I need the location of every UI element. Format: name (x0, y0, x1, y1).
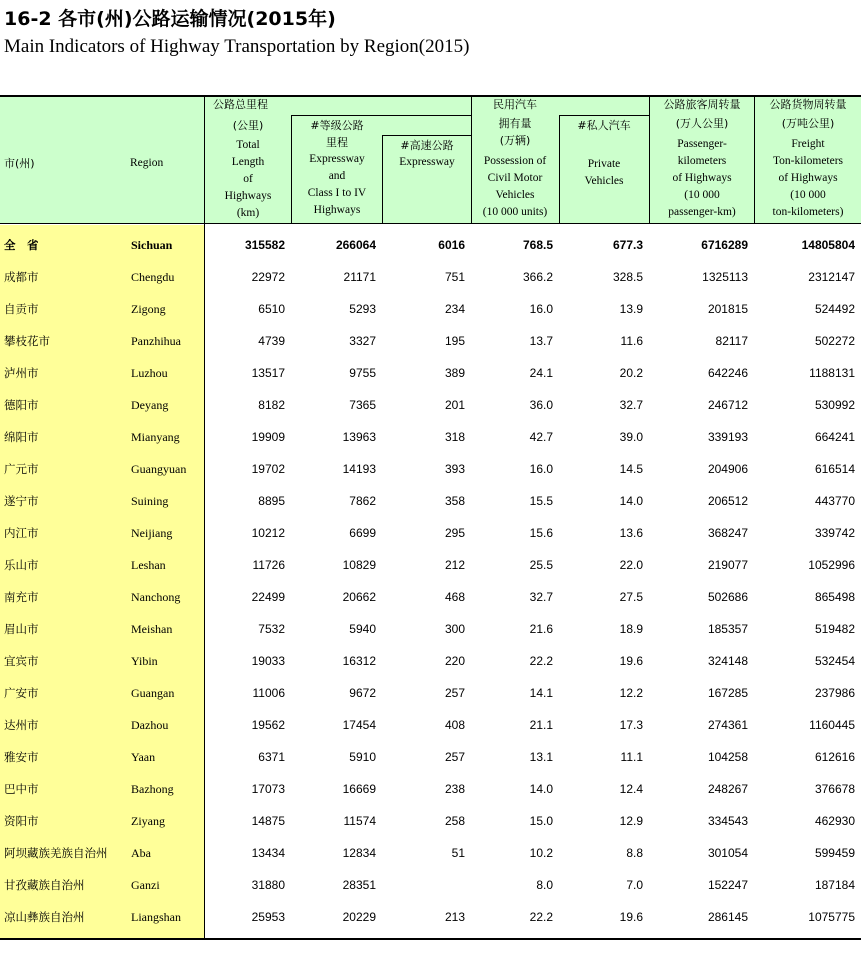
cell-en: Bazhong (131, 782, 174, 796)
cell-vehicles: 22.2 (529, 910, 553, 924)
cell-en: Deyang (131, 398, 169, 412)
cell-zh: 南充市 (4, 590, 39, 604)
page-title-en: Main Indicators of Highway Transportation by Region(2015) (4, 36, 470, 57)
cell-vehicles: 768.5 (522, 238, 553, 252)
cell-graded: 16669 (342, 782, 376, 796)
cell-total: 31880 (251, 878, 285, 892)
cell-graded: 3327 (349, 334, 376, 348)
header-city: 市(州) (4, 157, 35, 170)
cell-freight: 462930 (814, 814, 855, 828)
cell-freight: 1188131 (809, 366, 855, 380)
cell-freight: 1052996 (808, 558, 855, 572)
cell-expressway: 238 (444, 782, 465, 796)
cell-passenger: 6716289 (701, 238, 748, 252)
cell-passenger: 1325113 (702, 270, 748, 284)
header-total-length: Total Length of Highways (km) (224, 139, 272, 219)
table-row (0, 613, 861, 645)
table-row (0, 709, 861, 741)
cell-freight: 612616 (814, 750, 855, 764)
cell-freight: 1075775 (808, 910, 855, 924)
cell-en: Suining (131, 494, 169, 508)
cell-expressway: 408 (444, 718, 465, 732)
cell-passenger: 334543 (707, 814, 748, 828)
cell-total: 7532 (258, 622, 285, 636)
cell-total: 14875 (251, 814, 285, 828)
cell-private: 22.0 (619, 558, 643, 572)
cell-total: 10212 (251, 526, 285, 540)
cell-graded: 21171 (343, 270, 376, 284)
cell-vehicles: 24.1 (529, 366, 553, 380)
cell-private: 39.0 (619, 430, 643, 444)
col-divider (291, 115, 292, 223)
cell-vehicles: 21.6 (529, 622, 553, 636)
col-divider (649, 95, 650, 223)
cell-expressway: 212 (444, 558, 465, 572)
cell-en: Panzhihua (131, 334, 181, 348)
header-graded: #等级公路 里程 Expressway and Class I to IV Highways (307, 119, 367, 216)
cell-zh: 成都市 (4, 270, 39, 284)
cell-en: Nanchong (131, 590, 181, 604)
header-rule-expressway (383, 135, 471, 136)
cell-total: 25953 (251, 910, 285, 924)
cell-passenger: 167285 (707, 686, 748, 700)
cell-passenger: 201815 (707, 302, 748, 316)
cell-freight: 2312147 (808, 270, 855, 284)
cell-graded: 14193 (342, 462, 376, 476)
cell-graded: 12834 (342, 846, 376, 860)
cell-total: 22972 (251, 270, 285, 284)
table-bottom-rule (0, 938, 861, 940)
cell-en: Luzhou (131, 366, 168, 380)
cell-expressway: 300 (444, 622, 465, 636)
cell-total: 8182 (258, 398, 285, 412)
cell-vehicles: 15.6 (529, 526, 553, 540)
cell-zh: 阿坝藏族羌族自治州 (4, 846, 108, 860)
cell-private: 12.4 (619, 782, 643, 796)
cell-expressway: 318 (444, 430, 465, 444)
cell-passenger: 324148 (707, 654, 748, 668)
cell-zh: 广安市 (4, 686, 39, 700)
cell-passenger: 339193 (707, 430, 748, 444)
cell-freight: 187184 (814, 878, 855, 892)
cell-private: 11.6 (620, 334, 643, 348)
cell-vehicles: 42.7 (529, 430, 553, 444)
cell-passenger: 82117 (715, 334, 748, 348)
cell-passenger: 152247 (707, 878, 748, 892)
cell-graded: 7862 (349, 494, 376, 508)
cell-zh: 德阳市 (4, 398, 39, 412)
cell-freight: 502272 (814, 334, 855, 348)
cell-vehicles: 14.0 (529, 782, 553, 796)
cell-zh: 内江市 (4, 526, 39, 540)
cell-total: 8895 (258, 494, 285, 508)
cell-en: Liangshan (131, 910, 181, 924)
cell-zh: 雅安市 (4, 750, 39, 764)
col-divider (559, 115, 560, 223)
cell-private: 8.8 (626, 846, 643, 860)
cell-expressway: 468 (444, 590, 465, 604)
table-row (0, 773, 861, 805)
cell-zh: 遂宁市 (4, 494, 39, 508)
cell-total: 19562 (251, 718, 285, 732)
cell-vehicles: 366.2 (522, 270, 553, 284)
cell-total: 6371 (258, 750, 285, 764)
cell-en: Meishan (131, 622, 173, 636)
cell-passenger: 301054 (707, 846, 748, 860)
page-title-zh: 16-2 各市(州)公路运输情况(2015年) (4, 8, 336, 30)
header-highway-unit: (公里) (232, 119, 264, 132)
cell-passenger: 368247 (707, 526, 748, 540)
header-region: Region (130, 157, 164, 169)
cell-vehicles: 13.1 (529, 750, 553, 764)
cell-passenger: 206512 (707, 494, 748, 508)
cell-graded: 10829 (342, 558, 376, 572)
header-private: #私人汽车 Private Vehicles (577, 119, 631, 187)
cell-private: 12.9 (619, 814, 643, 828)
cell-passenger: 642246 (707, 366, 748, 380)
cell-en: Guangyuan (131, 462, 187, 476)
cell-vehicles: 15.0 (529, 814, 553, 828)
cell-zh: 广元市 (4, 462, 39, 476)
cell-expressway: 389 (444, 366, 465, 380)
cell-expressway: 393 (444, 462, 465, 476)
header-vehicles-group: 民用汽车 (493, 98, 537, 111)
col-divider (754, 95, 755, 223)
cell-expressway: 195 (444, 334, 465, 348)
cell-graded: 11574 (343, 814, 376, 828)
table-row (0, 741, 861, 773)
cell-freight: 237986 (814, 686, 855, 700)
table-row (0, 581, 861, 613)
cell-private: 32.7 (619, 398, 643, 412)
cell-expressway: 751 (444, 270, 465, 284)
cell-expressway: 220 (444, 654, 465, 668)
table-row (0, 485, 861, 517)
table-row (0, 421, 861, 453)
cell-private: 17.3 (619, 718, 643, 732)
cell-passenger: 219077 (707, 558, 748, 572)
cell-en: Mianyang (131, 430, 180, 444)
table-row (0, 261, 861, 293)
cell-freight: 532454 (814, 654, 855, 668)
cell-zh: 凉山彝族自治州 (4, 910, 85, 924)
cell-private: 19.6 (619, 654, 643, 668)
cell-expressway: 295 (444, 526, 465, 540)
cell-private: 677.3 (612, 238, 643, 252)
cell-vehicles: 10.2 (529, 846, 553, 860)
cell-vehicles: 8.0 (536, 878, 553, 892)
header-highway-group: 公路总里程 (213, 98, 268, 111)
cell-freight: 14805804 (801, 238, 855, 252)
cell-private: 13.9 (619, 302, 643, 316)
cell-expressway: 258 (444, 814, 465, 828)
header-passenger: 公路旅客周转量 (万人公里) Passenger- kilometers of Highways (10 000 passenger-km) (663, 98, 741, 218)
cell-zh: 全 省 (4, 238, 39, 252)
cell-passenger: 104258 (707, 750, 748, 764)
cell-expressway (383, 869, 471, 901)
table-row (0, 453, 861, 485)
cell-vehicles: 21.1 (529, 718, 553, 732)
table-row (0, 293, 861, 325)
cell-private: 20.2 (619, 366, 643, 380)
table-row (0, 517, 861, 549)
cell-freight: 376678 (814, 782, 855, 796)
cell-zh: 甘孜藏族自治州 (4, 878, 85, 892)
cell-en: Aba (131, 846, 151, 860)
cell-total: 19702 (251, 462, 285, 476)
table-row (0, 357, 861, 389)
cell-zh: 自贡市 (4, 302, 39, 316)
table-row (0, 325, 861, 357)
cell-en: Sichuan (131, 238, 173, 252)
cell-total: 6510 (258, 302, 285, 316)
cell-expressway: 213 (444, 910, 465, 924)
cell-freight: 664241 (814, 430, 855, 444)
cell-total: 315582 (244, 238, 285, 252)
cell-zh: 达州市 (4, 718, 39, 732)
cell-graded: 20229 (342, 910, 376, 924)
col-divider (382, 135, 383, 223)
cell-total: 17073 (251, 782, 285, 796)
cell-total: 4739 (258, 334, 285, 348)
cell-freight: 616514 (814, 462, 855, 476)
cell-private: 13.6 (619, 526, 643, 540)
cell-zh: 宜宾市 (4, 654, 39, 668)
header-expressway: #高速公路 Expressway (399, 139, 455, 168)
cell-graded: 5940 (349, 622, 376, 636)
cell-expressway: 51 (451, 846, 465, 860)
header-bottom-rule (0, 223, 861, 224)
cell-total: 19033 (251, 654, 285, 668)
cell-en: Neijiang (131, 526, 173, 540)
cell-total: 11726 (252, 558, 285, 572)
cell-expressway: 201 (444, 398, 465, 412)
cell-en: Leshan (131, 558, 166, 572)
header-vehicles: 拥有量 (万辆) Possession of Civil Motor Vehicles (10 000 units) (482, 117, 548, 218)
cell-graded: 28351 (342, 878, 376, 892)
table-row (0, 229, 861, 261)
cell-vehicles: 14.1 (529, 686, 553, 700)
cell-graded: 17454 (342, 718, 376, 732)
header-freight: 公路货物周转量 (万吨公里) Freight Ton-kilometers of Highways (10 000 ton-kilometers) (769, 98, 847, 218)
cell-total: 13517 (251, 366, 285, 380)
cell-graded: 20662 (342, 590, 376, 604)
cell-private: 14.5 (619, 462, 643, 476)
cell-en: Zigong (131, 302, 166, 316)
cell-freight: 1160445 (809, 718, 855, 732)
table-row (0, 837, 861, 869)
cell-zh: 泸州市 (4, 366, 39, 380)
table-row (0, 389, 861, 421)
cell-freight: 530992 (814, 398, 855, 412)
table-row (0, 549, 861, 581)
cell-expressway: 234 (444, 302, 465, 316)
cell-total: 13434 (251, 846, 285, 860)
cell-private: 11.1 (620, 750, 643, 764)
cell-graded: 13963 (342, 430, 376, 444)
cell-passenger: 502686 (707, 590, 748, 604)
table-row (0, 869, 861, 901)
cell-en: Ganzi (131, 878, 160, 892)
cell-en: Dazhou (131, 718, 169, 732)
cell-en: Chengdu (131, 270, 175, 284)
cell-en: Yaan (131, 750, 156, 764)
cell-expressway: 6016 (438, 238, 465, 252)
cell-expressway: 358 (444, 494, 465, 508)
cell-freight: 519482 (814, 622, 855, 636)
cell-graded: 5910 (349, 750, 376, 764)
cell-vehicles: 15.5 (529, 494, 553, 508)
cell-vehicles: 25.5 (529, 558, 553, 572)
cell-graded: 266064 (335, 238, 376, 252)
cell-graded: 16312 (342, 654, 376, 668)
table-row (0, 901, 861, 933)
table-row (0, 805, 861, 837)
table-row (0, 677, 861, 709)
cell-graded: 9755 (349, 366, 376, 380)
cell-total: 22499 (251, 590, 285, 604)
cell-private: 19.6 (619, 910, 643, 924)
cell-zh: 攀枝花市 (4, 334, 50, 348)
cell-vehicles: 32.7 (529, 590, 553, 604)
cell-vehicles: 36.0 (529, 398, 553, 412)
cell-total: 19909 (251, 430, 285, 444)
cell-vehicles: 16.0 (529, 462, 553, 476)
cell-freight: 599459 (814, 846, 855, 860)
cell-freight: 339742 (814, 526, 855, 540)
cell-graded: 7365 (349, 398, 376, 412)
cell-en: Guangan (131, 686, 175, 700)
cell-vehicles: 16.0 (529, 302, 553, 316)
cell-freight: 865498 (814, 590, 855, 604)
cell-vehicles: 22.2 (529, 654, 553, 668)
header-rule-private (560, 115, 649, 116)
cell-private: 18.9 (619, 622, 643, 636)
cell-passenger: 204906 (707, 462, 748, 476)
cell-zh: 绵阳市 (4, 430, 39, 444)
cell-zh: 资阳市 (4, 814, 39, 828)
cell-freight: 524492 (814, 302, 855, 316)
col-divider (471, 95, 472, 223)
header-rule-graded (292, 115, 471, 116)
cell-passenger: 248267 (707, 782, 748, 796)
cell-private: 12.2 (619, 686, 643, 700)
cell-private: 328.5 (612, 270, 643, 284)
cell-expressway: 257 (444, 686, 465, 700)
cell-zh: 眉山市 (4, 622, 39, 636)
cell-graded: 5293 (349, 302, 376, 316)
cell-private: 27.5 (619, 590, 643, 604)
cell-private: 7.0 (626, 878, 643, 892)
cell-freight: 443770 (814, 494, 855, 508)
cell-en: Ziyang (131, 814, 165, 828)
table-row (0, 645, 861, 677)
cell-total: 11006 (252, 686, 285, 700)
cell-graded: 6699 (349, 526, 376, 540)
cell-private: 14.0 (619, 494, 643, 508)
cell-vehicles: 13.7 (529, 334, 553, 348)
cell-zh: 乐山市 (4, 558, 39, 572)
cell-passenger: 185357 (707, 622, 748, 636)
cell-zh: 巴中市 (4, 782, 39, 796)
cell-graded: 9672 (349, 686, 376, 700)
cell-passenger: 286145 (707, 910, 748, 924)
cell-passenger: 274361 (707, 718, 748, 732)
cell-en: Yibin (131, 654, 158, 668)
cell-expressway: 257 (444, 750, 465, 764)
cell-passenger: 246712 (707, 398, 748, 412)
